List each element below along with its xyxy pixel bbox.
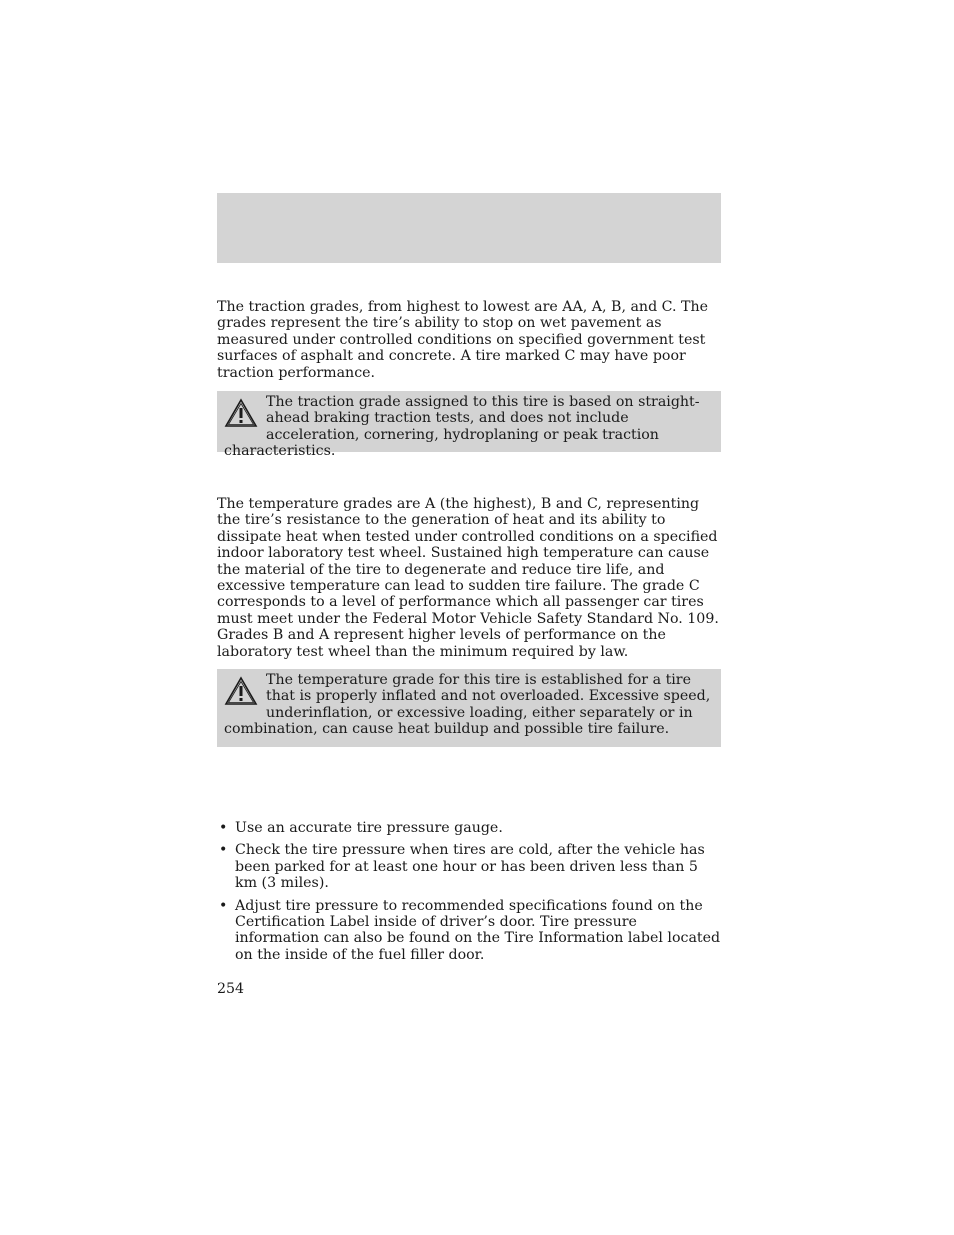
traction-paragraph: The traction grades, from highest to lowest are AA, A, B, and C. The grades represent the tire’s ability to stop on wet pavement as measured under controlled conditions on specified government test surfaces of asphalt and concrete. A tire marked C may have poor traction performance. (217, 299, 709, 381)
warning-triangle-icon (224, 676, 258, 706)
list-item (217, 898, 723, 964)
section-header-band (217, 193, 721, 263)
page-number: 254 (217, 981, 245, 997)
warning-triangle-icon (224, 398, 258, 428)
traction-warning-box (217, 391, 721, 460)
temperature-warning-box (217, 669, 721, 747)
list-item-text: Adjust tire pressure to recommended specifications found on the Certification Label inside of driver’s door. Tire pressure information can also be found on the Tire Information label located on the inside of the fuel filler door. (235, 897, 721, 963)
list-item (217, 842, 723, 891)
list-item (217, 820, 723, 836)
pressure-tips-list (217, 820, 723, 969)
list-item-text: Check the tire pressure when tires are cold, after the vehicle has been parked for at least one hour or has been driven less than 5 km (3 miles). (235, 842, 705, 892)
traction-warning-text: The traction grade assigned to this tire is based on straight-ahead braking traction tests, and does not include acceleration, cornering, hydroplaning or peak traction characteristics. (224, 394, 700, 460)
bullet: • (219, 842, 228, 859)
bullet: • (219, 820, 228, 836)
temperature-paragraph: The temperature grades are A (the highest), B and C, representing the tire’s resistance to the generation of heat and its ability to dissipate heat when tested under controlled conditions on a specified indoor laboratory test wheel. Sustained high temperature can cause the material of the tire to degenerate and reduce tire life, and excessive temperature can lead to sudden tire failure. The grade C corresponds to a level of performance which all passenger car tires must meet under the Federal Motor Vehicle Safety Standard No. 109. Grades B and A represent higher levels of performance on the laboratory test wheel than the minimum required by law. (217, 496, 719, 660)
temperature-warning-text: The temperature grade for this tire is established for a tire that is properly inflated and not overloaded. Excessive speed, underinflation, or excessive loading, either separately or in combination, can cause heat buildup and possible tire failure. (224, 672, 711, 738)
list-item-text: Use an accurate tire pressure gauge. (235, 820, 503, 836)
bullet: • (219, 897, 228, 914)
